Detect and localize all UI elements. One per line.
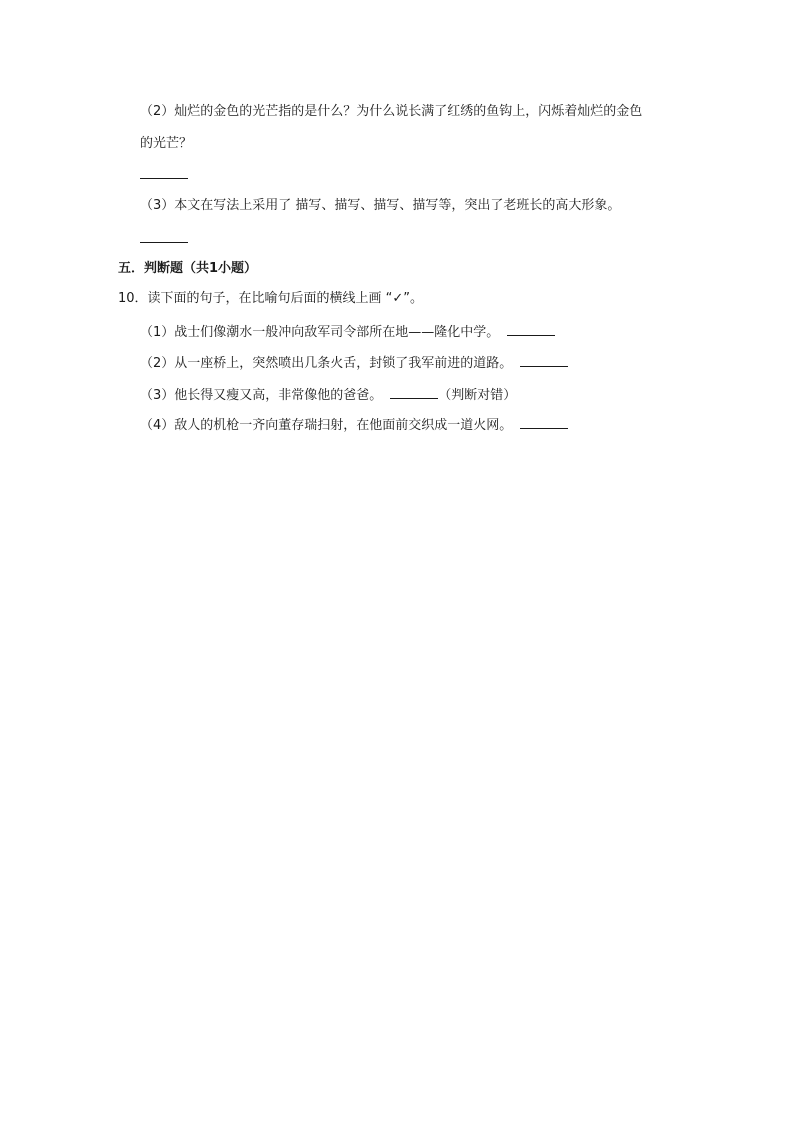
answer-blank-q2[interactable]	[140, 166, 188, 184]
section-5-heading: 五．判断题（共1小题）	[118, 261, 258, 276]
question-2-line-1: （2）灿烂的金色的光芒指的是什么？为什么说长满了红绣的鱼钩上，闪烁着灿烂的金色	[140, 104, 643, 119]
answer-blank-item-3[interactable]	[390, 386, 438, 399]
question-10-stem: 10．读下面的句子，在比喻句后面的横线上画 “✓”。	[118, 291, 424, 306]
question-2-line-2: 的光芒？	[140, 136, 193, 151]
item-3-text: （3）他长得又瘦又高，非常像他的爸爸。	[140, 388, 383, 403]
item-4-text: （4）敌人的机枪一齐向董存瑞扫射，在他面前交织成一道火网。	[140, 418, 513, 433]
item-3-suffix: （判断对错）	[438, 388, 517, 403]
answer-blank-q3[interactable]	[140, 230, 188, 248]
item-2-text: （2）从一座桥上，突然喷出几条火舌，封锁了我军前进的道路。	[140, 356, 513, 371]
question-10-item-4	[140, 416, 568, 434]
answer-blank-item-4[interactable]	[520, 416, 568, 429]
answer-blank-item-2[interactable]	[520, 354, 568, 367]
question-3-text: （3）本文在写法上采用了 描写、描写、描写、描写等，突出了老班长的高大形象。	[140, 198, 621, 213]
question-10-item-2	[140, 354, 568, 372]
answer-blank-item-1[interactable]	[507, 323, 555, 336]
question-10-item-1	[140, 323, 555, 341]
item-1-text: （1）战士们像潮水一般冲向敌军司令部所在地——隆化中学。	[140, 325, 500, 340]
question-10-item-3	[140, 386, 516, 404]
